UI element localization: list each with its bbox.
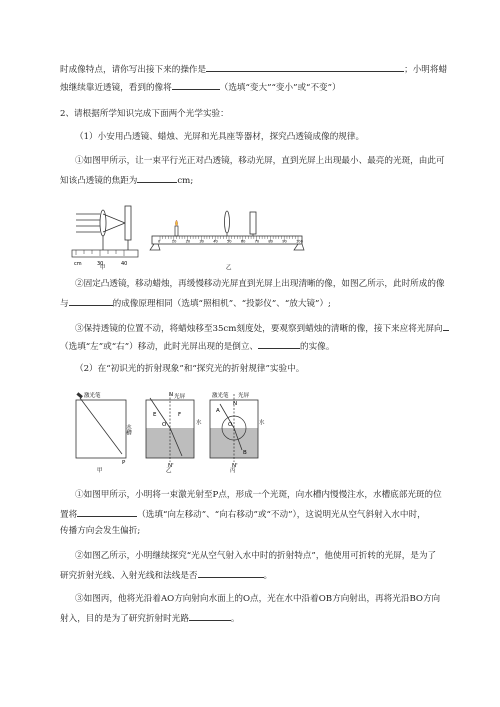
label-N: N bbox=[169, 392, 174, 398]
text-segment: 与 bbox=[60, 299, 69, 309]
bench-tick-labels bbox=[158, 240, 304, 244]
text-segment: cm; bbox=[177, 176, 194, 186]
laser-label: 激光笔 bbox=[212, 393, 229, 399]
screen-label: 光屏 bbox=[238, 393, 250, 399]
ruler-tick-label: cm bbox=[74, 261, 82, 267]
text-segment: 时成像特点，请你写出接下来的操作是 bbox=[60, 65, 207, 75]
answer-blank[interactable] bbox=[258, 339, 300, 349]
answer-blank[interactable] bbox=[206, 62, 404, 72]
laser-pen-icon bbox=[76, 392, 83, 398]
bench-tick-label: 40 bbox=[213, 239, 218, 244]
answer-blank[interactable] bbox=[189, 611, 231, 621]
text-segment: （选填“变大”“变小”或“不变”） bbox=[219, 83, 341, 93]
text-segment: 知该凸透镜的焦距为 bbox=[60, 176, 138, 186]
water-label: 水 bbox=[259, 420, 265, 426]
text-segment: 烛继续靠近透镜，看到的像将 bbox=[60, 83, 172, 93]
bench-tick-label: 20 bbox=[185, 239, 191, 244]
label-N2: N' bbox=[232, 463, 238, 469]
flame-icon bbox=[175, 220, 178, 226]
text-line bbox=[60, 568, 272, 582]
bench-tick-label: 60 bbox=[240, 239, 246, 244]
text-line: ①如图甲所示，小明将一束激光射至P点，形成一个光斑，向水槽内慢慢注水，水槽底部光斑的位 bbox=[75, 490, 442, 500]
text-line: ②固定凸透镜，移动蜡烛，再缓慢移动光屏直到光屏上出现清晰的像，如图乙所示，此时所成的像 bbox=[75, 279, 445, 289]
figure-caption: 甲 bbox=[100, 265, 106, 270]
text-line bbox=[60, 80, 341, 94]
text-segment: ；小明将蜡 bbox=[404, 65, 448, 75]
label-O: O bbox=[228, 422, 233, 428]
text-line: ②如图乙所示，小明继续探究“光从空气射入水中时的折射特点”，他使用可折转的光屏，是为了 bbox=[75, 551, 437, 561]
text-segment: （选填“左”或“右”）移动，此时光屏出现的是倒立、 bbox=[60, 342, 259, 352]
text-segment: 。 bbox=[230, 614, 240, 624]
bench-tick-label: 100 bbox=[296, 239, 303, 244]
part-title: （2）在“初识光的折射现象”和“探究光的折射规律”实验中。 bbox=[75, 364, 305, 374]
text-line bbox=[60, 62, 447, 76]
text-line bbox=[75, 321, 449, 335]
bench-tick-label: 0 bbox=[158, 239, 161, 244]
answer-blank[interactable] bbox=[137, 173, 177, 183]
text-line: 传播方向会发生偏折; bbox=[60, 526, 141, 536]
label-A: A bbox=[216, 408, 220, 414]
text-line: ①如图甲所示，让一束平行光正对凸透镜，移动光屏，直到光屏上出现最小、最亮的光斑，由此可 bbox=[75, 156, 445, 166]
text-line bbox=[60, 339, 334, 353]
answer-blank[interactable] bbox=[77, 507, 137, 517]
point-label: P bbox=[122, 460, 126, 466]
bench-tick-label: 70 bbox=[254, 239, 260, 244]
text-segment: 射入，目的是为了研究折射时光路 bbox=[60, 614, 189, 624]
text-segment: 的成像原理相同（选填“照相机”、“投影仪”、“放大镜”）; bbox=[112, 299, 331, 309]
label-N2: N' bbox=[168, 463, 174, 469]
bench-tick-label: 80 bbox=[268, 239, 273, 244]
figure-caption: 丙 bbox=[230, 468, 236, 474]
refraction-figure bbox=[70, 388, 270, 474]
bench-tick-label: 50 bbox=[227, 239, 232, 244]
water-label: 水槽 bbox=[125, 424, 131, 435]
screen-icon bbox=[250, 212, 256, 234]
laser-ray bbox=[80, 398, 122, 454]
label-N: N bbox=[233, 401, 238, 407]
text-line bbox=[60, 296, 331, 310]
text-line: ③如图丙，他将光沿着AO方向射向水面上的O点，光在水中沿着OB方向射出，再将光沿BO方向 bbox=[75, 594, 441, 604]
optics-bench-figure bbox=[70, 194, 310, 270]
ruler-tick-label: 30 bbox=[97, 261, 104, 267]
figure-jia-tank bbox=[76, 391, 132, 474]
bench-tick-label: 10 bbox=[171, 239, 177, 244]
lens-icon bbox=[225, 211, 230, 233]
text-line bbox=[60, 507, 426, 521]
answer-blank[interactable] bbox=[172, 80, 220, 90]
water-label: 水 bbox=[196, 420, 202, 426]
figure-bing-tank bbox=[210, 391, 265, 474]
label-F: F bbox=[178, 412, 182, 418]
answer-blank[interactable] bbox=[443, 321, 449, 331]
figure-caption: 甲 bbox=[97, 468, 103, 474]
figure-jia bbox=[76, 206, 131, 250]
answer-blank[interactable] bbox=[198, 568, 264, 578]
screen-label: 光屏 bbox=[174, 394, 186, 400]
text-line bbox=[60, 173, 193, 187]
bench-tick-label: 30 bbox=[199, 239, 204, 244]
text-segment: ③保持透镜的位置不动，将蜡烛移至35cm刻度处，要观察到蜡烛的清晰的像，接下来应将光屏向 bbox=[75, 324, 443, 334]
bench-tick-label: 90 bbox=[282, 239, 287, 244]
text-segment: 。 bbox=[263, 571, 273, 581]
text-segment: 置将 bbox=[60, 510, 78, 520]
text-segment: 研究折射光线、入射光线和法线是否 bbox=[60, 571, 198, 581]
answer-blank[interactable] bbox=[69, 296, 113, 306]
text-line bbox=[60, 611, 240, 625]
question-title: 2、请根据所学知识完成下面两个光学实验： bbox=[60, 109, 229, 119]
laser-label: 激光笔 bbox=[84, 393, 101, 399]
label-B: B bbox=[243, 450, 247, 456]
label-E: E bbox=[153, 412, 157, 418]
figure-caption: 乙 bbox=[166, 468, 172, 474]
figure-yi bbox=[150, 211, 304, 250]
part-title: （1）小安用凸透镜、蜡烛、光屏和光具座等器材，探究凸透镜成像的规律。 bbox=[75, 132, 365, 142]
candle-icon bbox=[175, 226, 178, 236]
ruler-tick-label: 40 bbox=[121, 261, 128, 267]
label-O: O bbox=[162, 422, 167, 428]
figure-yi-tank bbox=[146, 392, 202, 474]
text-segment: 的实像。 bbox=[300, 342, 335, 352]
text-segment: （选填“向左移动”、“向右移动”或“不动”），这说明光从空气斜射入水中时， bbox=[137, 510, 426, 520]
figure-caption: 乙 bbox=[226, 265, 232, 270]
